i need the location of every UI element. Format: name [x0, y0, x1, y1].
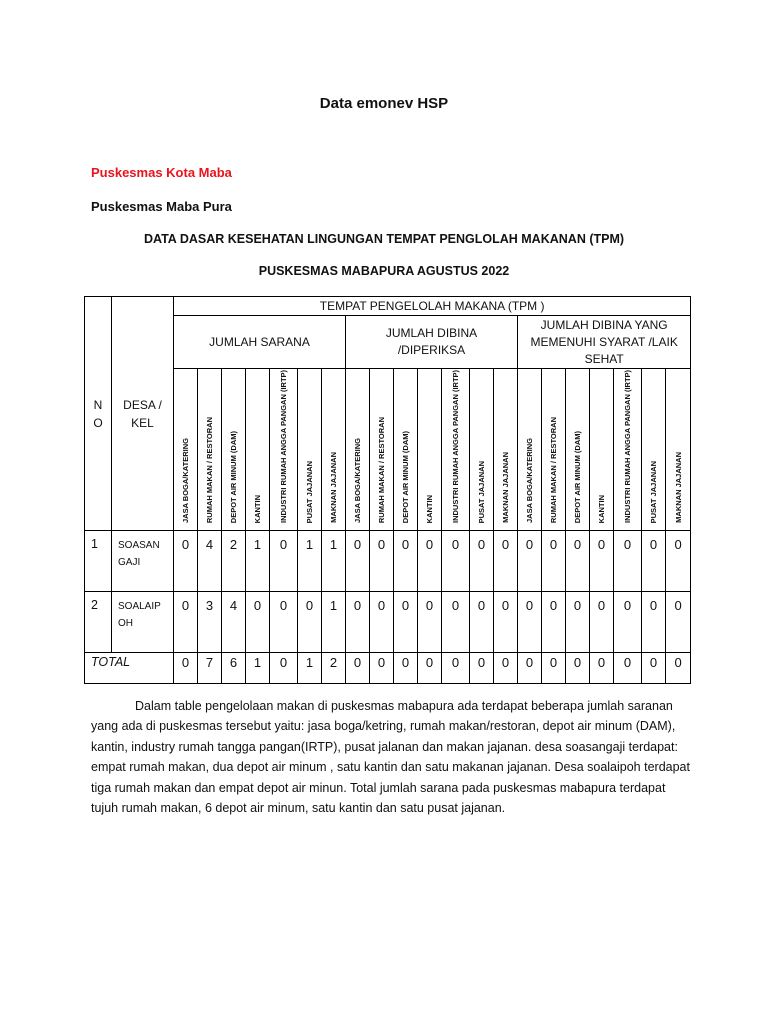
value-cell: 0: [298, 592, 322, 653]
subheader-label: RUMAH MAKAN / RESTORAN: [205, 416, 214, 523]
subheader-cell: [566, 369, 590, 531]
subheader-label: INDUSTRI RUMAH ANGGA PANGAN (IRTP): [451, 369, 460, 523]
header-desa: DESA / KEL: [112, 297, 174, 531]
subheader-label: JASA BOGA/KATERING: [353, 437, 362, 523]
value-cell: 0: [518, 592, 542, 653]
value-cell: 0: [590, 531, 614, 592]
value-cell: 0: [370, 592, 394, 653]
value-cell: 0: [590, 592, 614, 653]
value-cell: 0: [174, 592, 198, 653]
subheader-cell: [174, 369, 198, 531]
document-title: Data emonev HSP: [319, 95, 449, 112]
puskesmas-subheading: Puskesmas Maba Pura: [91, 199, 232, 214]
total-value-cell: 6: [222, 653, 246, 684]
subheader-label: MAKNAN JAJANAN: [329, 452, 338, 523]
subheader-cell: [470, 369, 494, 531]
subheader-cell: [298, 369, 322, 531]
subheader-cell: [198, 369, 222, 531]
value-cell: 0: [470, 531, 494, 592]
row-number: 2: [85, 592, 112, 653]
table-row: [85, 531, 691, 592]
subheader-label: PUSAT JAJANAN: [477, 460, 486, 523]
value-cell: 0: [666, 592, 691, 653]
value-cell: 0: [370, 531, 394, 592]
subheader-cell: [370, 369, 394, 531]
subheader-cell: [590, 369, 614, 531]
value-cell: 0: [614, 531, 642, 592]
subheader-label: INDUSTRI RUMAH ANGGA PANGAN (IRTP): [279, 369, 288, 523]
subheader-label: INDUSTRI RUMAH ANGGA PANGAN (IRTP): [623, 369, 632, 523]
value-cell: 0: [270, 531, 298, 592]
value-cell: 0: [418, 531, 442, 592]
value-cell: 0: [642, 531, 666, 592]
value-cell: 1: [246, 531, 270, 592]
total-value-cell: 0: [370, 653, 394, 684]
table-subtitle: PUSKESMAS MABAPURA AGUSTUS 2022: [258, 264, 510, 278]
value-cell: 0: [246, 592, 270, 653]
table-title: DATA DASAR KESEHATAN LINGUNGAN TEMPAT PENGLOLAH MAKANAN (TPM): [143, 232, 625, 246]
total-value-cell: 2: [322, 653, 346, 684]
subheader-label: JASA BOGA/KATERING: [181, 437, 190, 523]
subheader-label: KANTIN: [253, 494, 262, 523]
value-cell: 0: [494, 531, 518, 592]
value-cell: 0: [470, 592, 494, 653]
header-tpm: TEMPAT PENGELOLAH MAKANA (TPM ): [174, 297, 691, 316]
row-number: 1: [85, 531, 112, 592]
subheader-cell: [614, 369, 642, 531]
subheader-cell: [518, 369, 542, 531]
subheader-label: MAKNAN JAJANAN: [673, 452, 683, 523]
value-cell: 0: [346, 592, 370, 653]
total-value-cell: 0: [566, 653, 590, 684]
value-cell: 4: [222, 592, 246, 653]
total-value-cell: 0: [174, 653, 198, 684]
subheader-label: DEPOT AIR MINUM (DAM): [573, 430, 582, 523]
subheader-label: MAKNAN JAJANAN: [501, 452, 510, 523]
subheader-cell: [246, 369, 270, 531]
subheader-cell: [442, 369, 470, 531]
value-cell: 0: [346, 531, 370, 592]
value-cell: 0: [174, 531, 198, 592]
value-cell: 4: [198, 531, 222, 592]
value-cell: 0: [642, 592, 666, 653]
subheader-label: PUSAT JAJANAN: [305, 460, 314, 523]
subheader-label: DEPOT AIR MINUM (DAM): [229, 430, 238, 523]
subheader-cell: [418, 369, 442, 531]
subheader-label: JASA BOGA/KATERING: [525, 437, 534, 523]
subheader-cell: [322, 369, 346, 531]
value-cell: 0: [394, 531, 418, 592]
subheader-cell: [642, 369, 666, 531]
total-row: [85, 653, 691, 684]
value-cell: 0: [566, 531, 590, 592]
subheader-label: RUMAH MAKAN / RESTORAN: [377, 416, 386, 523]
tpm-table: [84, 296, 691, 684]
header-group-laik-sehat: JUMLAH DIBINA YANG MEMENUHI SYARAT /LAIK SEHAT: [518, 316, 691, 369]
subheader-label: DEPOT AIR MINUM (DAM): [401, 430, 410, 523]
subheader-cell: [494, 369, 518, 531]
total-label: TOTAL: [85, 653, 174, 684]
total-value-cell: 0: [666, 653, 691, 684]
value-cell: 0: [442, 531, 470, 592]
header-no: N O: [85, 297, 112, 531]
value-cell: 0: [494, 592, 518, 653]
value-cell: 0: [442, 592, 470, 653]
value-cell: 0: [666, 531, 691, 592]
value-cell: 1: [322, 531, 346, 592]
subheader-cell: [666, 369, 691, 531]
total-value-cell: 0: [642, 653, 666, 684]
subheader-cell: [346, 369, 370, 531]
subheader-cell: [270, 369, 298, 531]
value-cell: 0: [270, 592, 298, 653]
value-cell: 0: [394, 592, 418, 653]
total-value-cell: 0: [494, 653, 518, 684]
value-cell: 1: [322, 592, 346, 653]
total-value-cell: 7: [198, 653, 222, 684]
row-desa: SOALAIP OH: [112, 592, 174, 653]
row-desa: SOASAN GAJI: [112, 531, 174, 592]
total-value-cell: 0: [470, 653, 494, 684]
value-cell: 0: [542, 531, 566, 592]
subheader-cell: [542, 369, 566, 531]
total-value-cell: 0: [614, 653, 642, 684]
value-cell: 2: [222, 531, 246, 592]
total-value-cell: 0: [442, 653, 470, 684]
table-row: [85, 592, 691, 653]
total-value-cell: 0: [542, 653, 566, 684]
value-cell: 3: [198, 592, 222, 653]
total-value-cell: 0: [418, 653, 442, 684]
subheader-cell: [394, 369, 418, 531]
value-cell: 0: [614, 592, 642, 653]
value-cell: 0: [542, 592, 566, 653]
subheader-label: KANTIN: [425, 494, 434, 523]
total-value-cell: 1: [298, 653, 322, 684]
value-cell: 0: [518, 531, 542, 592]
total-value-cell: 0: [590, 653, 614, 684]
total-value-cell: 0: [346, 653, 370, 684]
subheader-label: RUMAH MAKAN / RESTORAN: [549, 416, 558, 523]
value-cell: 0: [566, 592, 590, 653]
header-group-dibina: JUMLAH DIBINA /DIPERIKSA: [346, 316, 518, 369]
header-group-sarana: JUMLAH SARANA: [174, 316, 346, 369]
puskesmas-heading: Puskesmas Kota Maba: [91, 165, 232, 180]
total-value-cell: 1: [246, 653, 270, 684]
subheader-label: PUSAT JAJANAN: [649, 460, 658, 523]
total-value-cell: 0: [270, 653, 298, 684]
total-value-cell: 0: [394, 653, 418, 684]
subheader-label: KANTIN: [597, 494, 606, 523]
subheader-cell: [222, 369, 246, 531]
summary-paragraph: Dalam table pengelolaan makan di puskesmas mabapura ada terdapat beberapa jumlah saranan yang ada di puskesmas tersebut yaitu: jasa boga/ketring, rumah makan/restoran, depot air minum (DAM), kantin, industry rumah tangga pangan(IRTP), pusat jalanan dan makan jajanan. desa soasangaji terdapat: empat rumah makan, dua depot air minum , satu kantin dan satu makanan jajanan. Desa soalaipoh terdapat tiga rumah makan dan empat depot air minun. Total jumlah sarana pada puskesmas mabapura terdapat tujuh rumah makan, 6 depot air minum, satu kantin dan satu pusat jajanan.: [91, 698, 690, 815]
value-cell: 1: [298, 531, 322, 592]
value-cell: 0: [418, 592, 442, 653]
total-value-cell: 0: [518, 653, 542, 684]
